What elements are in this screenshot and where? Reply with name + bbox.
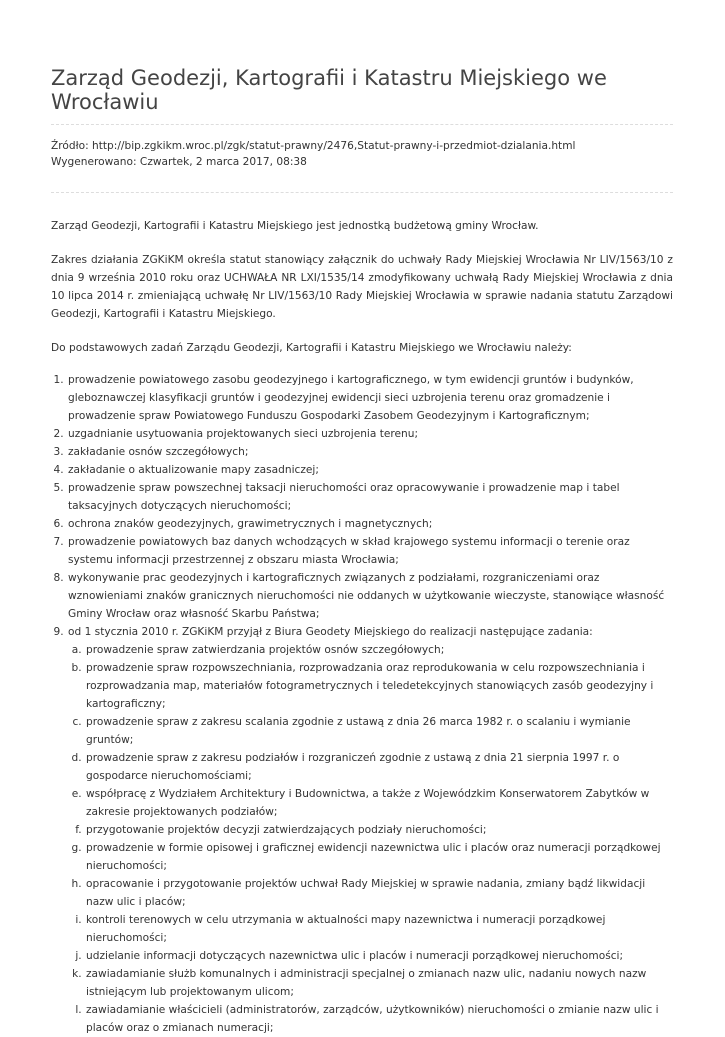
title-divider: [51, 124, 673, 125]
tasks-intro-paragraph: Do podstawowych zadań Zarządu Geodezji, Kartografii i Katastru Miejskiego we Wrocławiu należy:: [51, 342, 572, 354]
list-item: [67, 569, 673, 623]
sub-list-item: c. prowadzenie spraw z zakresu scalania zgodnie z ustawą z dnia 26 marca 1982 r. o scalaniu i wymianie gruntów;: [85, 713, 673, 749]
source-line: Źródło: http://bip.zgkikm.wroc.pl/zgk/statut-prawny/2476,Statut-prawny-i-przedmiot-dzialania.html: [51, 140, 576, 152]
document-body: [51, 217, 673, 1037]
sub-list-item: h. opracowanie i przygotowanie projektów uchwał Rady Miejskiej w sprawie nadania, zmiany bądź likwidacji nazw ulic i placów;: [85, 875, 673, 911]
list-item-text: prowadzenie spraw powszechnej taksacji nieruchomości oraz opracowywanie i prowadzenie map i tabel taksacyjnych dotyczących nieruchomości;: [68, 482, 620, 512]
sub-list-item: d. prowadzenie spraw z zakresu podziałów i rozgraniczeń zgodnie z ustawą z dnia 21 sierpnia 1997 r. o gospodarce nieruchomościami;: [85, 749, 673, 785]
subtasks-list: [68, 641, 673, 1037]
list-item: [67, 371, 673, 425]
list-item: [67, 461, 673, 479]
tasks-list: [51, 371, 673, 1037]
list-item-text: ochrona znaków geodezyjnych, grawimetrycznych i magnetycznych;: [68, 518, 433, 530]
list-item: [67, 425, 673, 443]
list-item-text: uzgadnianie usytuowania projektowanych sieci uzbrojenia terenu;: [68, 428, 419, 440]
list-item: [67, 623, 673, 1037]
list-item: [67, 479, 673, 515]
list-item-text: wykonywanie prac geodezyjnych i kartograficznych związanych z podziałami, rozgraniczeniami oraz wznowieniami znaków granicznych nieruchomości nie oddanych w użytkowanie wieczyste, stanowiące własność Gminy Wrocław oraz własność Skarbu Państwa;: [68, 572, 665, 620]
list-item-text: od 1 stycznia 2010 r. ZGKiKM przyjął z Biura Geodety Miejskiego do realizacji następujące zadania:: [68, 626, 593, 638]
sub-list-item: a. prowadzenie spraw zatwierdzania projektów osnów szczegółowych;: [85, 641, 673, 659]
sub-list-item: e. współpracę z Wydziałem Architektury i Budownictwa, a także z Wojewódzkim Konserwatorem Zabytków w zakresie projektowanych podziałów;: [85, 785, 673, 821]
list-item: [67, 515, 673, 533]
sub-list-item: b. prowadzenie spraw rozpowszechniania, rozprowadzania oraz reprodukowania w celu rozpowszechniania i rozprowadzania map, materiałów fotogrametrycznych i teledetekcyjnych stanowiących zasób geodezyjny i kartograficzny;: [85, 659, 673, 713]
document-page: [51, 0, 673, 1037]
page-title: Zarząd Geodezji, Kartografii i Katastru Miejskiego we Wrocławiu: [51, 66, 607, 114]
sub-list-item: k. zawiadamianie służb komunalnych i administracji specjalnej o zmianach nazw ulic, nadaniu nowych nazw istniejącym lub projektowanym ulicom;: [85, 965, 673, 1001]
list-item-text: prowadzenie powiatowego zasobu geodezyjnego i kartograficznego, w tym ewidencji gruntów i budynków, gleboznawczej klasyfikacji gruntów i geodezyjnej ewidencji sieci uzbrojenia terenu oraz gromadzenie i prowadzenie spraw Powiatowego Funduszu Gospodarki Zasobem Geodezyjnym i Kartograficznym;: [68, 374, 634, 422]
scope-paragraph: Zakres działania ZGKiKM określa statut stanowiący załącznik do uchwały Rady Miejskiej Wrocławia Nr LIV/1563/10 z dnia 9 września 2010 roku oraz UCHWAŁA NR LXI/1535/14 zmodyfikowany uchwałą Rady Miejskiej Wrocławia z dnia 10 lipca 2014 r. zmieniającą uchwałę Nr LIV/1563/10 Rady Miejskiej Wrocławia w sprawie nadania statutu Zarządowi Geodezji, Kartografii i Katastru Miejskiego.: [51, 254, 673, 320]
document-meta: [51, 138, 673, 170]
sub-list-item: g. prowadzenie w formie opisowej i graficznej ewidencji nazewnictwa ulic i placów oraz numeracji porządkowej nieruchomości;: [85, 839, 673, 875]
list-item-text: zakładanie osnów szczegółowych;: [68, 446, 249, 458]
list-item-text: zakładanie o aktualizowanie mapy zasadniczej;: [68, 464, 319, 476]
meta-divider: [51, 192, 673, 193]
list-item: [67, 533, 673, 569]
sub-list-item: i. kontroli terenowych w celu utrzymania w aktualności mapy nazewnictwa i numeracji porządkowej nieruchomości;: [85, 911, 673, 947]
intro-paragraph: Zarząd Geodezji, Kartografii i Katastru Miejskiego jest jednostką budżetową gminy Wrocław.: [51, 220, 539, 232]
sub-list-item: f. przygotowanie projektów decyzji zatwierdzających podziały nieruchomości;: [85, 821, 673, 839]
sub-list-item: l. zawiadamianie właścicieli (administratorów, zarządców, użytkowników) nieruchomości o zmianie nazw ulic i placów oraz o zmianach numeracji;: [85, 1001, 673, 1037]
list-item-text: prowadzenie powiatowych baz danych wchodzących w skład krajowego systemu informacji o terenie oraz systemu informacji przestrzennej z obszaru miasta Wrocławia;: [68, 536, 630, 566]
sub-list-item: j. udzielanie informacji dotyczących nazewnictwa ulic i placów i numeracji porządkowej nieruchomości;: [85, 947, 673, 965]
list-item: [67, 443, 673, 461]
generated-line: Wygenerowano: Czwartek, 2 marca 2017, 08:38: [51, 156, 307, 168]
